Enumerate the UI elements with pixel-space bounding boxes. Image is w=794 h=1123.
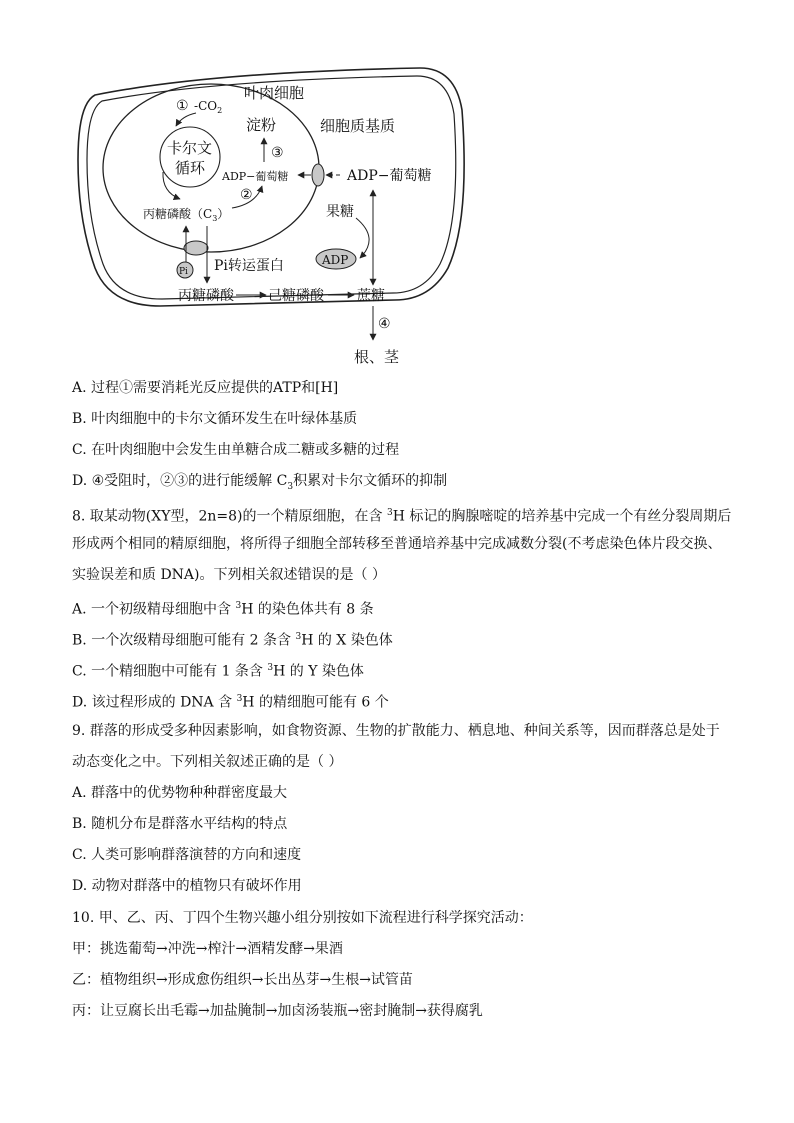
q10-stem: 10. 甲、乙、丙、丁四个生物兴趣小组分别按如下流程进行科学探究活动：	[72, 910, 533, 926]
q7-option-d: D. ④受阻时，②③的进行能缓解 $C_3$积累对卡尔文循环的抑制	[72, 473, 448, 492]
adp-glucose-outer-label: ADP−葡萄糖	[347, 168, 432, 184]
fructose-label: 果糖	[326, 204, 354, 220]
adpg-transporter	[312, 164, 324, 186]
q10-group-jia: 甲：挑选葡萄→冲洗→榨汁→酒精发酵→果酒	[72, 941, 343, 957]
q8-option-c: C. 一个精细胞中可能有 1 条含 $^3$H 的 Y 染色体	[72, 663, 364, 680]
step4-label: ④	[378, 316, 391, 332]
cytoplasm-matrix-label: 细胞质基质	[320, 117, 396, 135]
q9-option-a: A. 群落中的优势物种种群密度最大	[72, 785, 288, 801]
pi-label: Pi	[179, 267, 188, 277]
q8-option-d: D. 该过程形成的 DNA 含 $^3$H 的精细胞可能有 6 个	[72, 694, 389, 711]
q9-option-d: D. 动物对群落中的植物只有破坏作用	[72, 878, 302, 894]
step1-label: ①	[176, 98, 189, 114]
co2-label: $-CO_2$	[194, 99, 223, 115]
triose-phosphate-label: 丙糖磷酸	[178, 288, 234, 304]
q8-option-a: A. 一个初级精母细胞中含 $^3$H 的染色体共有 8 条	[72, 601, 374, 618]
q8-stem-line1: 8. 取某动物(XY型，2n=8)的一个精原细胞，在含 $^3$H 标记的胸腺嘧啶的培养基中完成一个有丝分裂周期后	[72, 508, 732, 525]
q8-stem-line2: 形成两个相同的精原细胞，将所得子细胞全部转移至普通培养基中完成减数分裂(不考虑染色体片段交换、	[72, 536, 722, 552]
starch-label: 淀粉	[246, 116, 277, 134]
calvin-cycle-label-2: 循环	[175, 159, 206, 177]
q7-option-b: B. 叶肉细胞中的卡尔文循环发生在叶绿体基质	[72, 411, 358, 427]
q8-stem-line3: 实验误差和质 DNA)。下列相关叙述错误的是（ ）	[72, 567, 386, 583]
pi-transporter	[184, 241, 208, 255]
q10-group-bing: 丙：让豆腐长出毛霉→加盐腌制→加卤汤装瓶→密封腌制→获得腐乳	[72, 1003, 483, 1019]
co2-arrow	[176, 113, 196, 126]
adp-glucose-inner-label: ADP−葡萄糖	[222, 170, 289, 183]
step2-label: ②	[240, 187, 253, 203]
mesophyll-cell-label: 叶肉细胞	[244, 84, 305, 102]
calvin-cycle-label-1: 卡尔文	[167, 139, 213, 157]
root-stem-label: 根、茎	[354, 348, 400, 366]
hexose-phosphate-label: 己糖磷酸	[268, 288, 324, 304]
sucrose-label: 蔗糖	[357, 288, 385, 304]
q7-option-a: A. 过程①需要消耗光反应提供的ATP和[H]	[72, 380, 339, 396]
adp-label: ADP	[322, 253, 349, 267]
q9-stem-line1: 9. 群落的形成受多种因素影响，如食物资源、生物的扩散能力、栖息地、种间关系等，因而群落总是处于	[72, 723, 720, 739]
q7-option-c: C. 在叶肉细胞中会发生由单糖合成二糖或多糖的过程	[72, 442, 400, 458]
pi-transporter-label: Pi转运蛋白	[214, 258, 284, 274]
triose-phosphate-c3-label: 丙糖磷酸$(C_3)$	[143, 207, 230, 223]
q10-group-yi: 乙：植物组织→形成愈伤组织→长出丛芽→生根→试管苗	[72, 972, 413, 988]
calvin-cycle-circle	[160, 127, 220, 187]
q9-option-b: B. 随机分布是群落水平结构的特点	[72, 816, 288, 832]
fructose-adp-curve	[356, 218, 369, 258]
q9-option-c: C. 人类可影响群落演替的方向和速度	[72, 847, 302, 863]
q8-option-b: B. 一个次级精母细胞可能有 2 条含 $^3$H 的 X 染色体	[72, 632, 393, 649]
q9-stem-line2: 动态变化之中。下列相关叙述正确的是（ ）	[72, 754, 343, 770]
chloroplast-diagram	[0, 0, 794, 380]
step3-label: ③	[271, 145, 284, 161]
